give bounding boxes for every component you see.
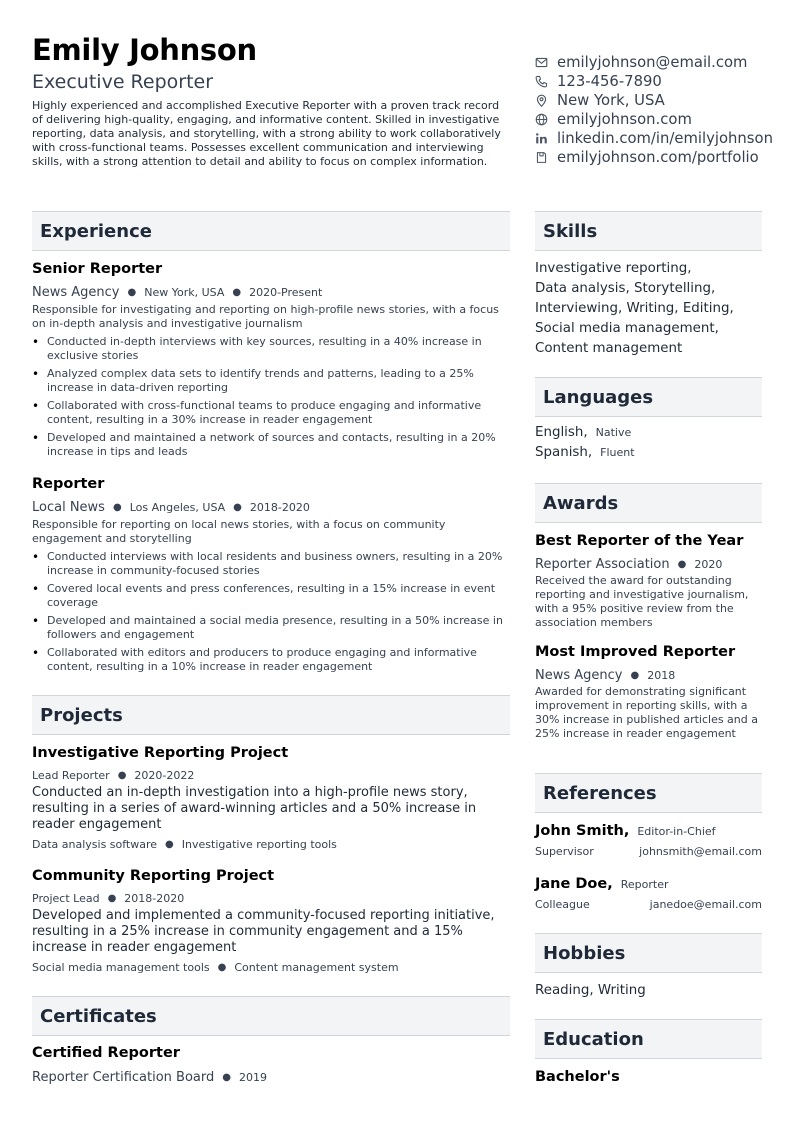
separator-dot-icon: ● xyxy=(165,838,174,850)
separator-dot-icon: ● xyxy=(677,558,687,570)
reference-item xyxy=(535,823,762,858)
job-bullet: • Collaborated with cross-functional teams to produce engaging and informative content, resulting in a 30% increase in reader engagement xyxy=(32,399,510,427)
reference-item xyxy=(535,876,762,911)
skills-line: Social media management, xyxy=(535,321,719,336)
project-item xyxy=(32,745,510,854)
job-bullet: • Conducted interviews with local residents and business owners, resulting in a 20% increase in community-focused stories xyxy=(32,550,510,578)
phone-icon xyxy=(535,75,548,88)
job-company: News Agency xyxy=(32,284,120,300)
separator-dot-icon: ● xyxy=(107,892,117,904)
job-bullet: • Analyzed complex data sets to identify trends and patterns, leading to a 25% increase in data-driven reporting xyxy=(32,367,510,395)
separator-dot-icon: ● xyxy=(127,286,137,298)
reference-email[interactable]: janedoe@email.com xyxy=(649,898,762,911)
reference-position: Reporter xyxy=(620,878,669,891)
separator-dot-icon: ● xyxy=(232,286,242,298)
experience-item xyxy=(32,476,510,678)
reference-position: Editor-in-Chief xyxy=(637,825,716,838)
project-dates: 2020-2022 xyxy=(134,768,195,782)
hobbies-list: Reading, Writing xyxy=(535,983,646,998)
location-pin-icon xyxy=(535,94,548,107)
project-role: Project Lead xyxy=(32,891,100,905)
skills-line: Interviewing, Writing, Editing, xyxy=(535,301,734,316)
award-description: Awarded for demonstrating significant improvement in reporting skills, with a 30% increase in published articles and a 25% increase in reader engagement xyxy=(535,685,758,740)
job-company: Local News xyxy=(32,499,105,515)
contact-email[interactable] xyxy=(535,53,794,72)
separator-dot-icon: ● xyxy=(222,1071,231,1083)
award-title: Most Improved Reporter xyxy=(535,644,736,660)
job-bullet: • Conducted in-depth interviews with key sources, resulting in a 40% increase in exclusive stories xyxy=(32,335,510,363)
language-level: Native xyxy=(595,426,632,439)
contact-phone-text: 123-456-7890 xyxy=(557,73,662,90)
job-bullet: • Collaborated with editors and producers to produce engaging and informative content, resulting in a 10% increase in reader engagement xyxy=(32,646,510,674)
job-bullets xyxy=(32,550,510,674)
award-org: Reporter Association xyxy=(535,556,670,572)
award-item xyxy=(535,644,762,741)
skills-line: Investigative reporting, xyxy=(535,261,692,276)
certificate-issuer: Reporter Certification Board xyxy=(32,1069,215,1085)
contact-portfolio[interactable] xyxy=(535,148,794,167)
section-header-skills: Skills xyxy=(535,211,762,251)
language-name: Spanish, xyxy=(535,445,593,460)
award-year: 2018 xyxy=(647,668,676,682)
award-org: News Agency xyxy=(535,667,623,683)
project-role: Lead Reporter xyxy=(32,768,110,782)
project-description: Conducted an in-depth investigation into a high-profile news story, resulting in a series of award-winning articles and a 50% increase in reader engagement xyxy=(32,785,477,832)
separator-dot-icon: ● xyxy=(117,769,127,781)
job-description: Responsible for reporting on local news stories, with a focus on community engagement and storytelling xyxy=(32,518,446,545)
globe-icon xyxy=(535,113,548,126)
portfolio-icon xyxy=(535,151,548,164)
reference-relation: Supervisor xyxy=(535,845,594,858)
project-tool: Content management system xyxy=(234,960,399,974)
section-header-languages: Languages xyxy=(535,377,762,417)
reference-name: John Smith, xyxy=(535,823,630,839)
languages-list xyxy=(535,425,762,465)
separator-dot-icon: ● xyxy=(630,669,640,681)
skills-line: Content management xyxy=(535,341,683,356)
certificate-item xyxy=(32,1045,510,1087)
skills-line: Data analysis, Storytelling, xyxy=(535,281,716,296)
job-location: New York, USA xyxy=(144,285,225,299)
certificate-year: 2019 xyxy=(238,1070,267,1084)
education-degree: Bachelor's xyxy=(535,1069,620,1085)
job-bullets xyxy=(32,335,510,459)
contact-linkedin[interactable] xyxy=(535,129,794,148)
job-dates: 2018-2020 xyxy=(249,500,310,514)
job-location: Los Angeles, USA xyxy=(129,500,226,514)
separator-dot-icon: ● xyxy=(233,501,242,513)
project-tool: Social media management tools xyxy=(32,960,210,974)
contact-website[interactable] xyxy=(535,110,794,129)
project-title: Investigative Reporting Project xyxy=(32,745,289,761)
reference-relation: Colleague xyxy=(535,898,590,911)
separator-dot-icon: ● xyxy=(112,501,122,513)
job-title: Reporter xyxy=(32,476,105,492)
language-item xyxy=(535,425,762,445)
project-tool: Investigative reporting tools xyxy=(181,837,337,851)
section-header-references: References xyxy=(535,773,762,813)
section-header-certificates: Certificates xyxy=(32,996,510,1036)
award-description: Received the award for outstanding reporting and investigative journalism, with a 95% positive review from the association members xyxy=(535,574,749,629)
job-dates: 2020-Present xyxy=(249,285,323,299)
contact-phone[interactable] xyxy=(535,72,794,91)
reference-name: Jane Doe, xyxy=(535,876,613,892)
contact-list xyxy=(535,53,794,167)
contact-portfolio-text: emilyjohnson.com/portfolio xyxy=(557,149,759,166)
language-name: English, xyxy=(535,425,588,440)
mail-icon xyxy=(535,56,548,69)
contact-email-text: emilyjohnson@email.com xyxy=(557,54,748,71)
project-tool: Data analysis software xyxy=(32,837,158,851)
job-bullet: • Developed and maintained a network of sources and contacts, resulting in a 20% increase in tips and leads xyxy=(32,431,510,459)
project-item xyxy=(32,868,510,977)
certificate-title: Certified Reporter xyxy=(32,1045,180,1061)
award-year: 2020 xyxy=(694,557,723,571)
experience-item xyxy=(32,261,510,463)
contact-linkedin-text: linkedin.com/in/emilyjohnson xyxy=(557,130,773,147)
job-bullet: • Covered local events and press conferences, resulting in a 15% increase in event coverage xyxy=(32,582,510,610)
candidate-name: Emily Johnson xyxy=(32,33,257,67)
job-bullet: • Developed and maintained a social media presence, resulting in a 50% increase in followers and engagement xyxy=(32,614,510,642)
skills-list xyxy=(535,259,762,359)
contact-website-text: emilyjohnson.com xyxy=(557,111,692,128)
award-title: Best Reporter of the Year xyxy=(535,533,744,549)
job-description: Responsible for investigating and reporting on high-profile news stories, with a focus on in-depth analysis and investigative journalism xyxy=(32,303,499,330)
language-level: Fluent xyxy=(600,446,635,459)
section-header-experience: Experience xyxy=(32,211,510,251)
reference-email[interactable]: johnsmith@email.com xyxy=(639,845,762,858)
job-title: Senior Reporter xyxy=(32,261,163,277)
language-item xyxy=(535,445,762,465)
project-title: Community Reporting Project xyxy=(32,868,275,884)
project-description: Developed and implemented a community-focused reporting initiative, resulting in a 25% increase in community engagement and a 15% increase in reader engagement xyxy=(32,908,495,955)
section-header-hobbies: Hobbies xyxy=(535,933,762,973)
section-header-education: Education xyxy=(535,1019,762,1059)
contact-location-text: New York, USA xyxy=(557,92,665,109)
separator-dot-icon: ● xyxy=(217,961,227,973)
summary: Highly experienced and accomplished Executive Reporter with a proven track record of delivering high-quality, engaging, and informative content. Skilled in investigative reporting, data analysis, and storytelling, with a strong ability to work collaboratively with cross-functional teams. Possesses excellent communication and interviewing skills, with a strong attention to detail and ability to focus on complex information. xyxy=(32,99,501,168)
section-header-projects: Projects xyxy=(32,695,510,735)
candidate-title: Executive Reporter xyxy=(32,71,214,93)
project-dates: 2018-2020 xyxy=(124,891,185,905)
contact-location xyxy=(535,91,794,110)
award-item xyxy=(535,533,762,630)
section-header-awards: Awards xyxy=(535,483,762,523)
linkedin-icon xyxy=(535,132,548,145)
